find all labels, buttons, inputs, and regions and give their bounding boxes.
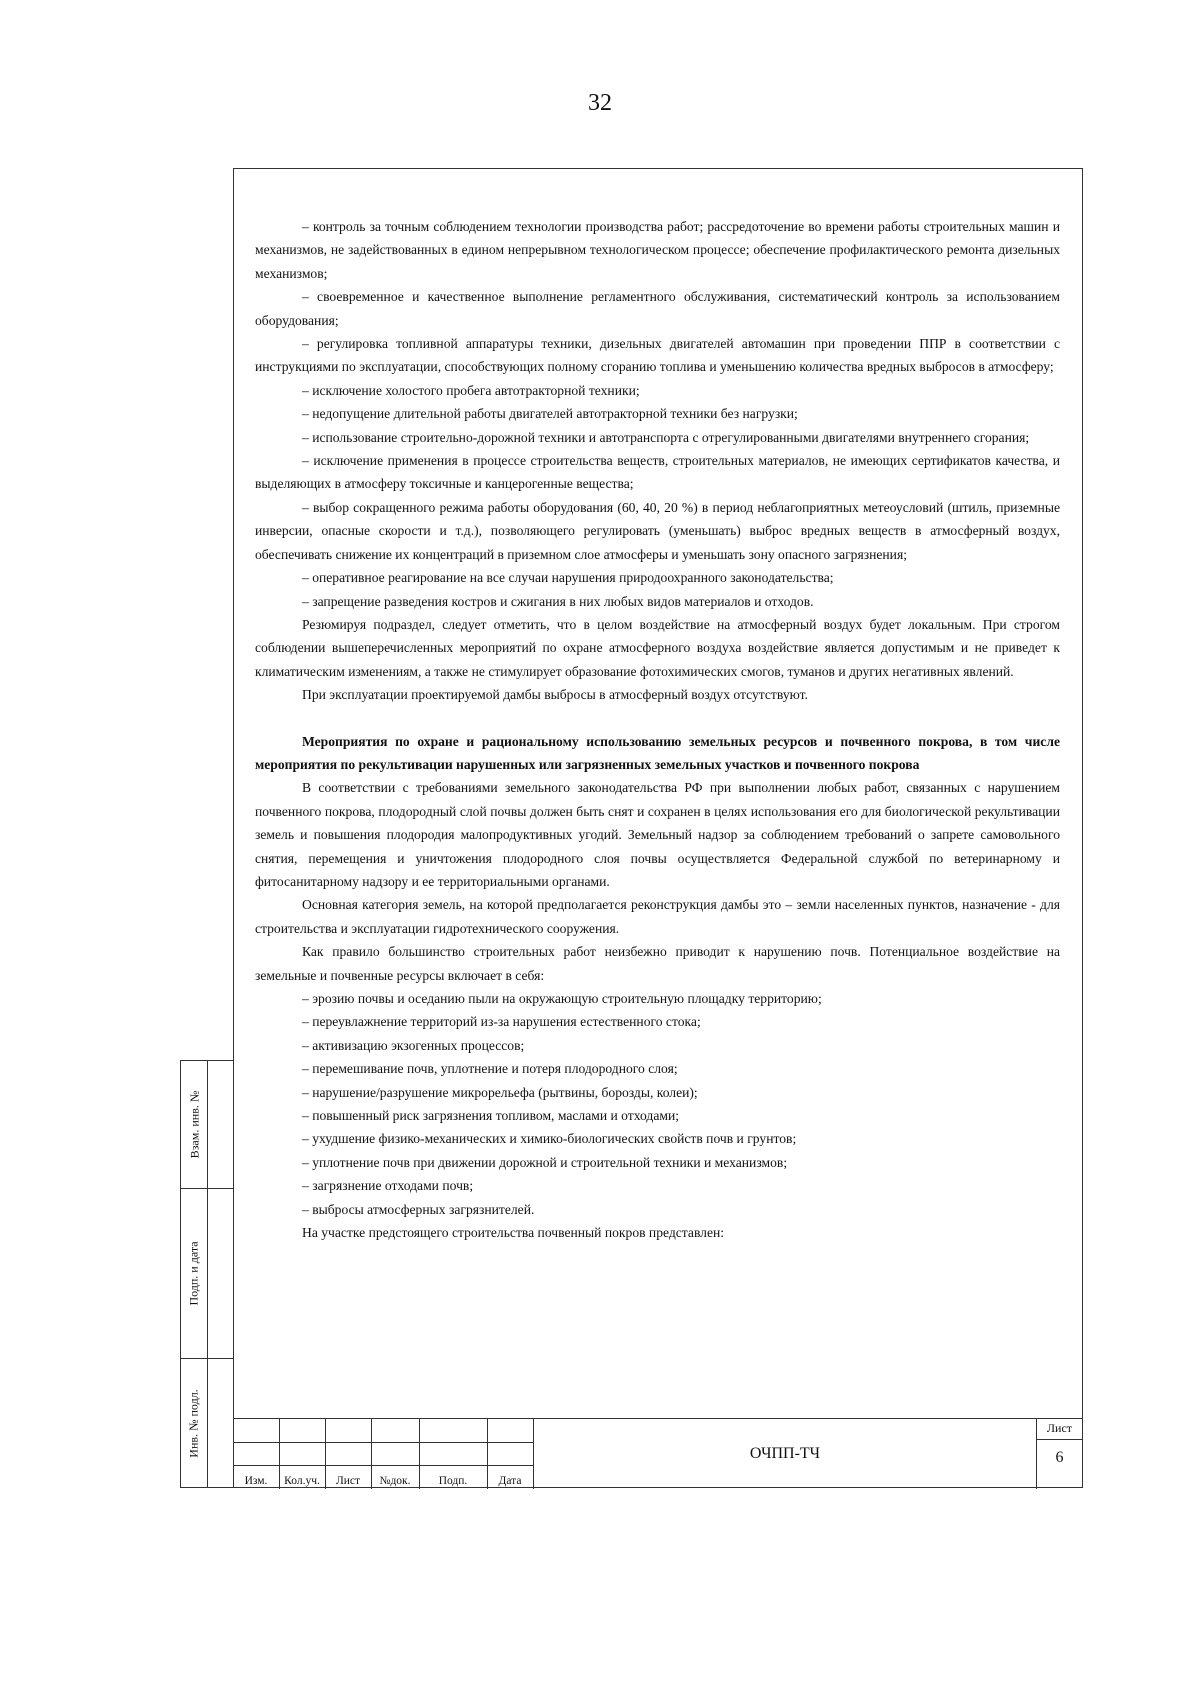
tb-label-podp: Подп. [438, 1475, 468, 1487]
title-block [233, 1418, 1083, 1488]
document-code: ОЧПП-ТЧ [533, 1419, 1037, 1489]
sheet-cell [1037, 1419, 1082, 1489]
list-item: – переувлажнение территорий из-за нарушения естественного стока; [302, 1014, 701, 1030]
list-item: – уплотнение почв при движении дорожной и строительной техники и механизмов; [302, 1154, 788, 1170]
paragraph: При эксплуатации проектируемой дамбы выбросы в атмосферный воздух отсутствуют. [302, 687, 808, 703]
tb-label-data: Дата [498, 1475, 522, 1487]
paragraph: Как правило большинство строительных работ неизбежно приводит к нарушению почв. Потенциальное воздействие на земельные и почвенные ресурсы включает в себя: [255, 944, 1060, 983]
side-label-podp-data: Подп. и дата [187, 1240, 202, 1306]
sheet-number: 6 [1055, 1449, 1064, 1466]
sheet-label: Лист [1046, 1421, 1073, 1435]
list-item: – эрозию почвы и оседанию пыли на окружающую строительную площадку территорию; [302, 991, 822, 1006]
side-label-vzam-inv: Взам. инв. № [187, 1090, 201, 1159]
page-number: 32 [588, 90, 612, 116]
paragraph: – выбор сокращенного режима работы оборудования (60, 40, 20 %) в период неблагоприятных метеоусловий (штиль, приземные инверсии, опасные скорости и т.д.), позволяющего регулировать (уменьшать) выброс вредных веществ в атмосферный воздух, обеспечивать снижение их концентраций в приземном слое атмосферы и уменьшать зону опасного загрязнения; [255, 499, 1060, 562]
tb-label-izm: Изм. [244, 1475, 268, 1487]
paragraph: – исключение холостого пробега автотракторной техники; [302, 382, 640, 398]
side-label-inv-podl: Инв. № подл. [187, 1388, 201, 1458]
paragraph: На участке предстоящего строительства почвенный покров представлен: [302, 1225, 725, 1241]
list-item: – загрязнение отходами почв; [302, 1178, 474, 1194]
tb-label-list: Лист [335, 1475, 361, 1487]
paragraph: – использование строительно-дорожной техники и автотранспорта с отрегулированными двигателями внутреннего сгорания; [302, 429, 1030, 445]
tb-label-n-dok: №док. [379, 1475, 411, 1487]
paragraph: – своевременное и качественное выполнение регламентного обслуживания, систематический контроль за использованием оборудования; [255, 289, 1060, 328]
document-body [255, 215, 1060, 1244]
paragraph: – исключение применения в процессе строительства веществ, строительных материалов, не имеющих сертификатов качества, и выделяющих в атмосферу токсичные и канцерогенные вещества; [255, 453, 1060, 492]
paragraph: – недопущение длительной работы двигателей автотракторной техники без нагрузки; [302, 406, 798, 422]
tb-label-kol-uch: Кол.уч. [284, 1475, 320, 1487]
paragraph: Резюмируя подраздел, следует отметить, что в целом воздействие на атмосферный воздух будет локальным. При строгом соблюдении вышеперечисленных мероприятий по охране атмосферного воздуха воздействие является допустимым и не приведет к климатическим изменениям, а также не стимулирует образование фотохимических смогов, туманов и других негативных явлений. [255, 616, 1060, 679]
section-heading: Мероприятия по охране и рациональному использованию земельных ресурсов и почвенного покрова, в том числе мероприятия по рекультивации нарушенных или загрязненных земельных участков и почвенного покрова [255, 733, 1060, 772]
paragraph: – оперативное реагирование на все случаи нарушения природоохранного законодательства; [302, 570, 834, 586]
paragraph: – запрещение разведения костров и сжигания в них любых видов материалов и отходов. [302, 593, 814, 609]
list-item: – ухудшение физико-механических и химико-биологических свойств почв и грунтов; [302, 1131, 797, 1147]
list-item: – перемешивание почв, уплотнение и потеря плодородного слоя; [302, 1061, 678, 1077]
paragraph: – контроль за точным соблюдением технологии производства работ; рассредоточение во времени работы строительных машин и механизмов, не задействованных в едином непрерывном технологическом процессе; обеспечение профилактического ремонта дизельных механизмов; [255, 219, 1060, 281]
side-stamp [180, 1060, 233, 1488]
paragraph: – регулировка топливной аппаратуры техники, дизельных двигателей автомашин при проведении ППР в соответствии с инструкциями по эксплуатации, способствующих полному сгоранию топлива и уменьшению количества вредных выбросов в атмосферу; [255, 336, 1060, 375]
paragraph: В соответствии с требованиями земельного законодательства РФ при выполнении любых работ, связанных с нарушением почвенного покрова, плодородный слой почвы должен быть снят и сохранен в целях использования его для биологической рекультивации земель и повышения плодородия малопродуктивных угодий. Земельный надзор за соблюдением требований о запрете самовольного снятия, перемещения и уничтожения плодородного слоя почвы осуществляется Федеральной службой по ветеринарному и фитосанитарному надзору и ее территориальными органами. [255, 780, 1060, 889]
list-item: – нарушение/разрушение микрорельефа (рытвины, борозды, колеи); [302, 1084, 698, 1100]
side-stamp-divider [207, 1061, 208, 1487]
list-item: – активизацию экзогенных процессов; [302, 1037, 525, 1053]
spacer [255, 707, 1060, 730]
list-item: – повышенный риск загрязнения топливом, маслами и отходами; [302, 1108, 680, 1124]
title-block-grid [233, 1419, 533, 1489]
paragraph: Основная категория земель, на которой предполагается реконструкция дамбы это – земли населенных пунктов, назначение - для строительства и эксплуатации гидротехнического сооружения. [255, 897, 1060, 936]
list-item: – выбросы атмосферных загрязнителей. [302, 1201, 535, 1217]
